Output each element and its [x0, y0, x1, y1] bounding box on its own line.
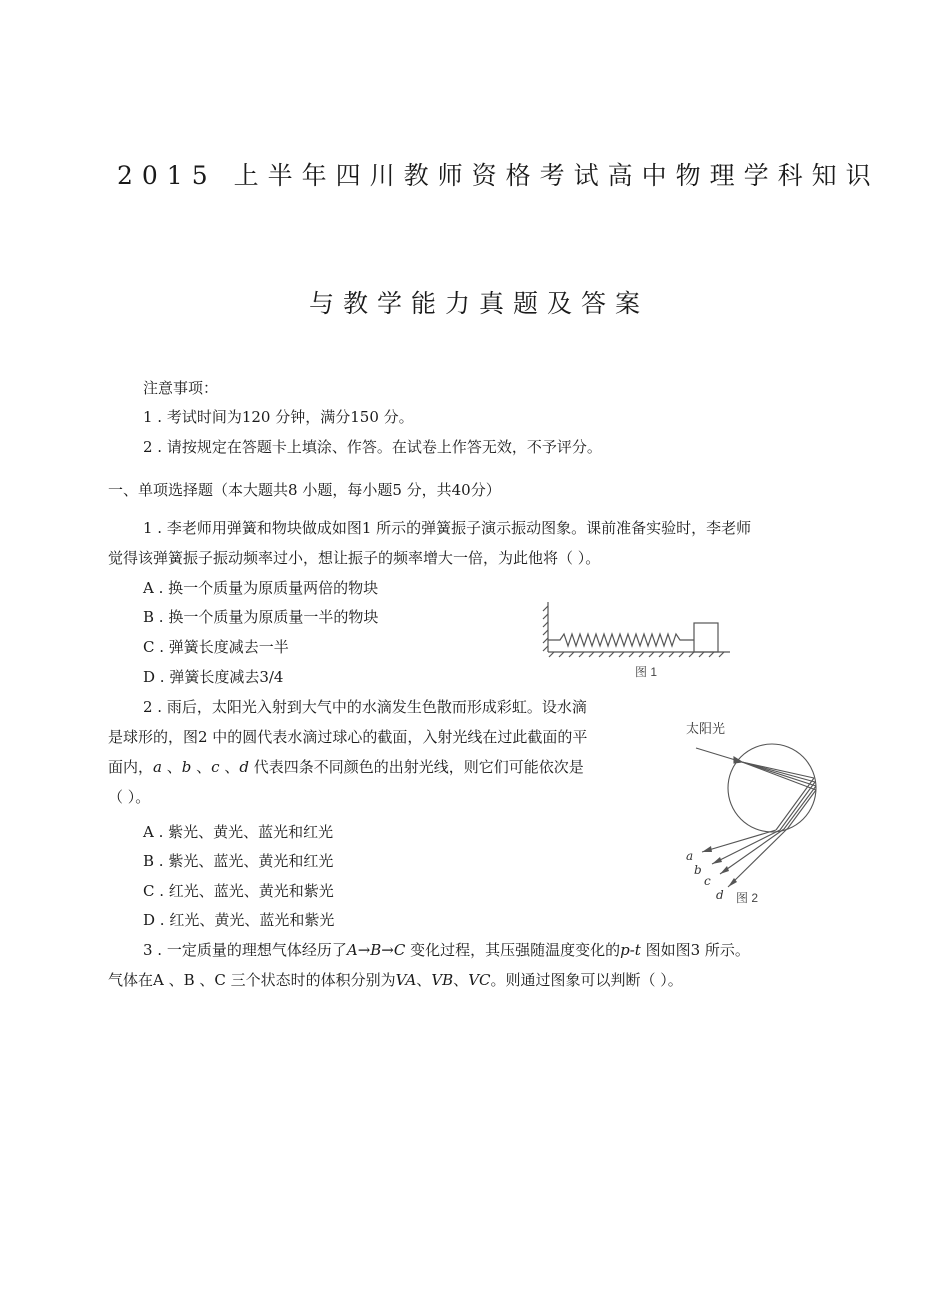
q3-text: 。则通过图象可以判断（ ）。: [490, 971, 683, 989]
notice-heading: 注意事项：: [143, 379, 219, 397]
volume-b: VB: [431, 971, 454, 989]
q2-line3-suffix: 代表四条不同颜色的出射光线，则它们可能依次是: [248, 758, 584, 776]
separator: 、: [161, 758, 182, 776]
q2-option-b: B . 紫光、蓝光、黄光和红光: [143, 852, 334, 870]
fig2-label-d: d: [716, 888, 724, 902]
q1-option-a: A . 换一个质量为原质量两倍的物块: [143, 579, 379, 597]
floor-hatching: [549, 652, 724, 657]
separator: 、: [191, 758, 212, 776]
q2-stem-line-4: （ ）。: [108, 788, 151, 806]
q3-text: 3 . 一定质量的理想气体经历了: [143, 941, 347, 959]
separator: 、: [219, 758, 240, 776]
q1-option-b: B . 换一个质量为原质量一半的物块: [143, 608, 379, 626]
q1-stem-line-1: 1 . 李老师用弹簧和物块做成如图1 所示的弹簧振子演示振动图象。课前准备实验时，李老师: [143, 519, 752, 537]
fig2-label-a: a: [686, 849, 694, 863]
exit-rays: [702, 828, 788, 887]
figure-1-caption: 图 1: [635, 665, 658, 679]
q1-option-d: D . 弹簧长度减去3/4: [143, 668, 284, 686]
q2-option-c: C . 红光、蓝光、黄光和紫光: [143, 882, 334, 900]
block: [694, 623, 718, 652]
q2-option-d: D . 红光、黄光、蓝光和紫光: [143, 911, 335, 929]
q1-stem-line-2: 觉得该弹簧振子振动频率过小，想让振子的频率增大一倍，为此他将（ ）。: [108, 549, 601, 567]
q3-stem-line-2: [108, 970, 683, 990]
droplet-circle: [728, 744, 816, 832]
q3-text: 气体在A 、B 、C 三个状态时的体积分别为: [108, 971, 396, 989]
title-line-2: 与教学能力真题及答案: [309, 289, 650, 318]
q2-stem-line-3: [108, 757, 584, 777]
notice-item-1: 1 . 考试时间为120 分钟，满分150 分。: [143, 408, 414, 426]
q3-pt: p-t: [620, 941, 641, 959]
incident-arrow: [734, 757, 742, 763]
ray-a-arrow: [702, 846, 712, 852]
q1-option-c: C . 弹簧长度减去一半: [143, 638, 289, 656]
section-heading: 一、单项选择题（本大题共8 小题，每小题5 分，共40分）: [108, 481, 501, 499]
volume-a: VA: [395, 971, 417, 989]
ray-label-c: c: [211, 758, 220, 776]
title-line-1: 2015 上半年四川教师资格考试高中物理学科知识: [117, 161, 880, 190]
volume-c: VC: [468, 971, 491, 989]
figure-2-raindrop-dispersion: [676, 712, 846, 908]
figure-2-caption: 图 2: [736, 891, 759, 905]
fig2-label-b: b: [694, 863, 702, 877]
sunlight-label: 太阳光: [686, 722, 726, 737]
notice-item-2: 2 . 请按规定在答题卡上填涂、作答。在试卷上作答无效，不予评分。: [143, 438, 602, 456]
separator: 、: [453, 971, 469, 989]
ray-b-arrow: [712, 857, 722, 864]
spring: [548, 634, 694, 646]
q3-text: 变化过程，其压强随温度变化的: [405, 941, 621, 959]
q3-stem-line-1: [143, 940, 750, 960]
q3-text: 图如图3 所示。: [640, 941, 750, 959]
ray-label-a: a: [153, 758, 162, 776]
q3-process: A→B→C: [346, 941, 406, 959]
q2-stem-line-1: 2 . 雨后，太阳光入射到大气中的水滴发生色散而形成彩虹。设水滴: [143, 698, 587, 716]
figure-1-spring-oscillator: [540, 596, 740, 684]
wall-hatching: [543, 606, 548, 651]
q2-line3-prefix: 面内，: [108, 758, 154, 776]
q2-option-a: A . 紫光、黄光、蓝光和红光: [143, 823, 334, 841]
internal-rays: [742, 762, 816, 830]
ray-label-d: d: [239, 758, 249, 776]
fig2-label-c: c: [704, 874, 711, 888]
ray-label-b: b: [181, 758, 192, 776]
q2-stem-line-2: 是球形的，图2 中的圆代表水滴过球心的截面，入射光线在过此截面的平: [108, 728, 588, 746]
ray-c-arrow: [720, 866, 729, 874]
separator: 、: [416, 971, 432, 989]
